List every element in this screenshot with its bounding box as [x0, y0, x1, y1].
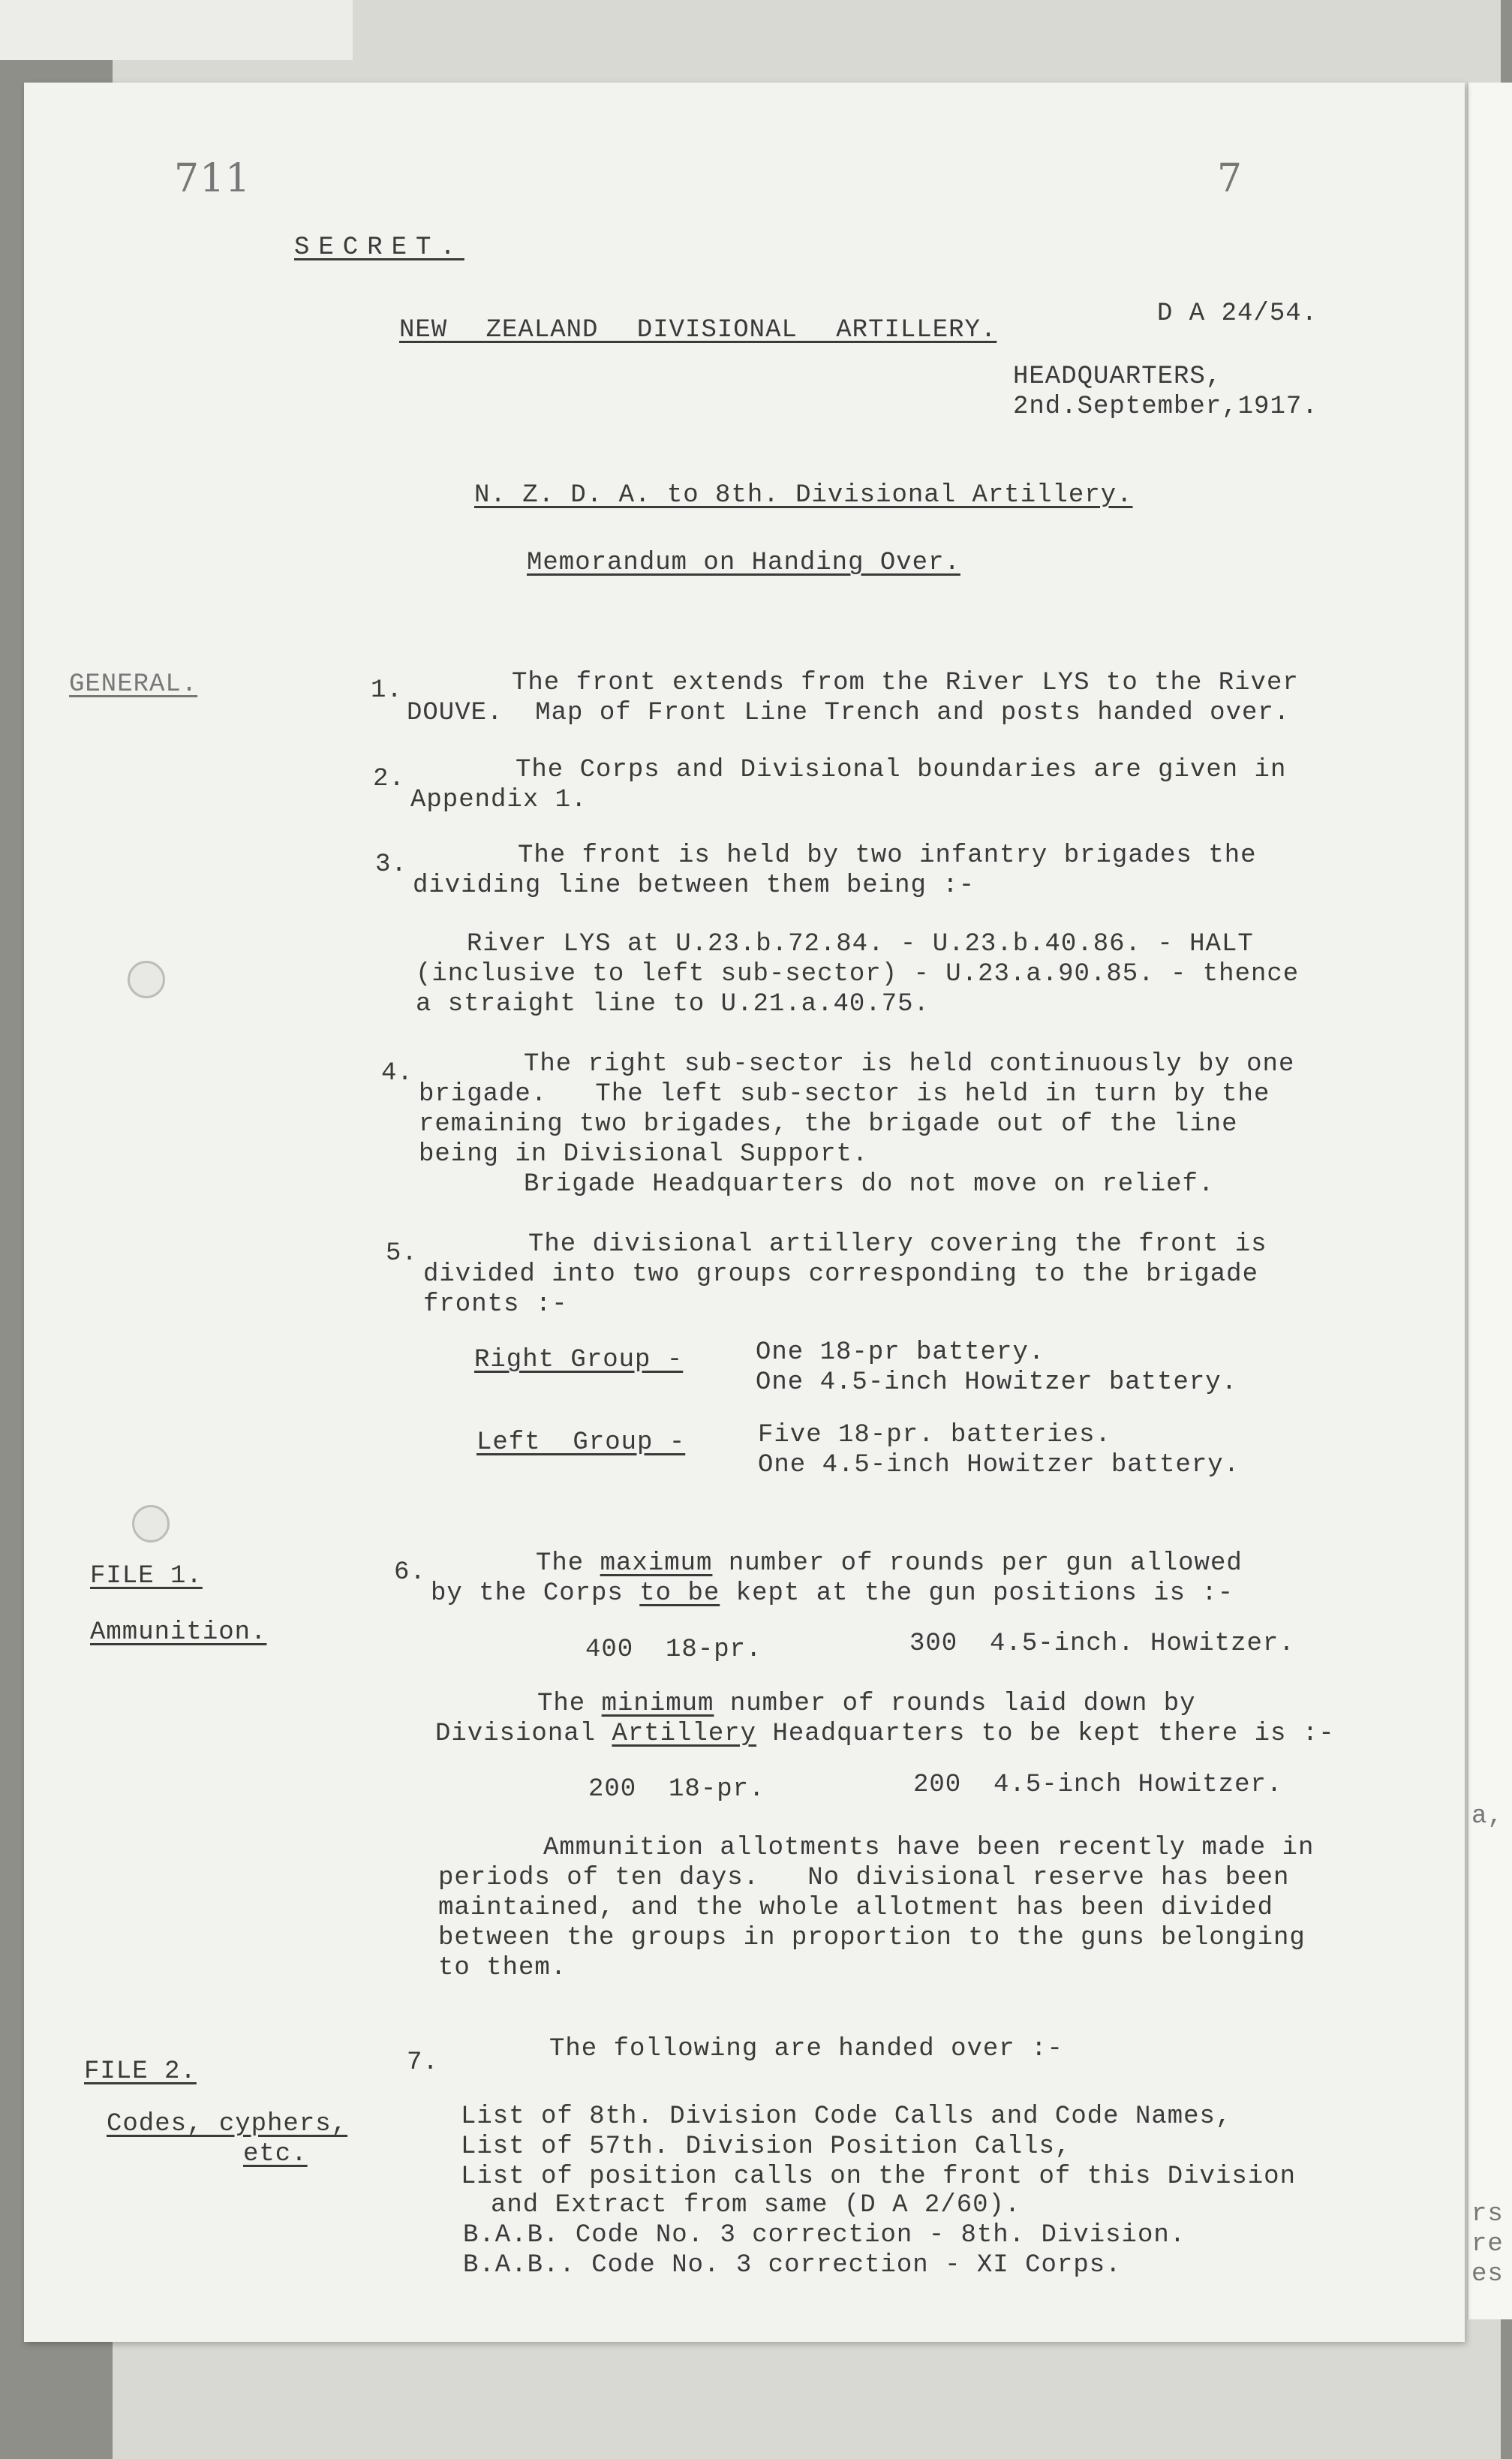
- right-group-item: One 4.5-inch Howitzer battery.: [756, 1368, 1238, 1397]
- para-2-line: Appendix 1.: [410, 786, 588, 814]
- para-5-line: The divisional artillery covering the front is: [528, 1230, 1267, 1259]
- para-6-line: between the groups in proportion to the guns belonging: [438, 1924, 1306, 1952]
- para-number: 6.: [394, 1558, 426, 1587]
- reference-number: D A 24/54.: [1157, 299, 1318, 328]
- unit-title: NEW ZEALAND DIVISIONAL ARTILLERY.: [399, 316, 997, 345]
- edge-text-d: es: [1471, 2260, 1504, 2289]
- folio-number: 711: [174, 156, 251, 201]
- edge-text-a: a,: [1471, 1802, 1504, 1831]
- para-3-line: a straight line to U.21.a.40.75.: [416, 990, 930, 1019]
- para-number: 2.: [373, 765, 405, 793]
- handover-item: List of position calls on the front of this Division: [461, 2163, 1296, 2191]
- handover-item: B.A.B. Code No. 3 correction - 8th. Division.: [463, 2221, 1186, 2250]
- minimum-18pr: 200 18-pr.: [588, 1775, 765, 1804]
- maximum-howitzer: 300 4.5-inch. Howitzer.: [909, 1630, 1295, 1658]
- left-group-item: Five 18-pr. batteries.: [758, 1421, 1111, 1449]
- handover-item: List of 57th. Division Position Calls,: [461, 2132, 1072, 2161]
- para-3-line: dividing line between them being :-: [413, 871, 975, 900]
- para-6-line: by the Corps to be kept at the gun positions is :-: [431, 1579, 1234, 1608]
- para-4-line: Brigade Headquarters do not move on relief.: [524, 1170, 1215, 1199]
- classification: SECRET.: [294, 233, 464, 262]
- para-6-line: The minimum number of rounds laid down by: [537, 1690, 1196, 1718]
- margin-general: GENERAL.: [69, 670, 198, 699]
- para-5-line: fronts :-: [423, 1290, 568, 1319]
- margin-file-2: FILE 2.: [84, 2057, 197, 2086]
- para-4-line: being in Divisional Support.: [419, 1140, 869, 1169]
- left-group-label: Left Group -: [476, 1428, 686, 1457]
- para-4-line: remaining two brigades, the brigade out of the line: [419, 1110, 1238, 1139]
- para-6-line: Divisional Artillery Headquarters to be kept there is :-: [435, 1720, 1335, 1748]
- para-3-line: River LYS at U.23.b.72.84. - U.23.b.40.86. - HALT: [467, 930, 1254, 959]
- margin-codes-etc: etc.: [243, 2140, 308, 2169]
- memo-title: Memorandum on Handing Over.: [527, 549, 960, 577]
- handover-item: List of 8th. Division Code Calls and Code Names,: [461, 2102, 1232, 2131]
- para-number: 7.: [407, 2048, 439, 2077]
- edge-text-c: re: [1471, 2230, 1504, 2259]
- para-number: 3.: [375, 850, 407, 879]
- punch-hole: [128, 961, 165, 998]
- handover-item: B.A.B.. Code No. 3 correction - XI Corps.: [463, 2251, 1122, 2280]
- para-2-line: The Corps and Divisional boundaries are given in: [516, 756, 1287, 784]
- para-number: 4.: [381, 1059, 413, 1088]
- maximum-18pr: 400 18-pr.: [585, 1636, 762, 1664]
- back-sheet-top: [0, 0, 353, 60]
- headquarters: HEADQUARTERS,: [1013, 363, 1222, 391]
- para-1-line: The front extends from the River LYS to the River: [512, 669, 1299, 697]
- para-5-line: divided into two groups corresponding to the brigade: [423, 1260, 1258, 1289]
- para-number: 1.: [371, 676, 403, 705]
- para-4-line: The right sub-sector is held continuously by one: [524, 1050, 1295, 1079]
- para-6-line: The maximum number of rounds per gun allowed: [536, 1549, 1243, 1578]
- right-group-item: One 18-pr battery.: [756, 1338, 1045, 1367]
- para-3-line: The front is held by two infantry brigades the: [518, 841, 1257, 870]
- para-6-line: maintained, and the whole allotment has been divided: [438, 1894, 1273, 1922]
- minimum-howitzer: 200 4.5-inch Howitzer.: [913, 1771, 1283, 1799]
- document-date: 2nd.September,1917.: [1013, 393, 1318, 421]
- para-number: 5.: [386, 1239, 418, 1268]
- document-page: [24, 83, 1465, 2342]
- handover-item: and Extract from same (D A 2/60).: [491, 2191, 1021, 2220]
- para-6-line: periods of ten days. No divisional reserve has been: [438, 1864, 1290, 1892]
- punch-hole: [132, 1505, 170, 1543]
- margin-codes: Codes, cyphers,: [107, 2110, 348, 2138]
- margin-ammunition: Ammunition.: [90, 1618, 267, 1647]
- para-3-line: (inclusive to left sub-sector) - U.23.a.90.85. - thence: [416, 960, 1300, 989]
- para-6-line: to them.: [438, 1954, 567, 1982]
- margin-file-1: FILE 1.: [90, 1562, 203, 1591]
- edge-text-b: rs: [1471, 2200, 1504, 2229]
- para-7-line: The following are handed over :-: [549, 2035, 1063, 2063]
- adjacent-sheet: [1467, 83, 1512, 2319]
- page-number: 7: [1217, 156, 1243, 201]
- right-group-label: Right Group -: [474, 1346, 684, 1374]
- para-4-line: brigade. The left sub-sector is held in turn by the: [419, 1080, 1270, 1109]
- left-group-item: One 4.5-inch Howitzer battery.: [758, 1451, 1240, 1479]
- para-1-line: DOUVE. Map of Front Line Trench and posts handed over.: [407, 699, 1291, 727]
- subject-line: N. Z. D. A. to 8th. Divisional Artillery.: [474, 481, 1133, 510]
- para-6-line: Ammunition allotments have been recently made in: [543, 1834, 1315, 1862]
